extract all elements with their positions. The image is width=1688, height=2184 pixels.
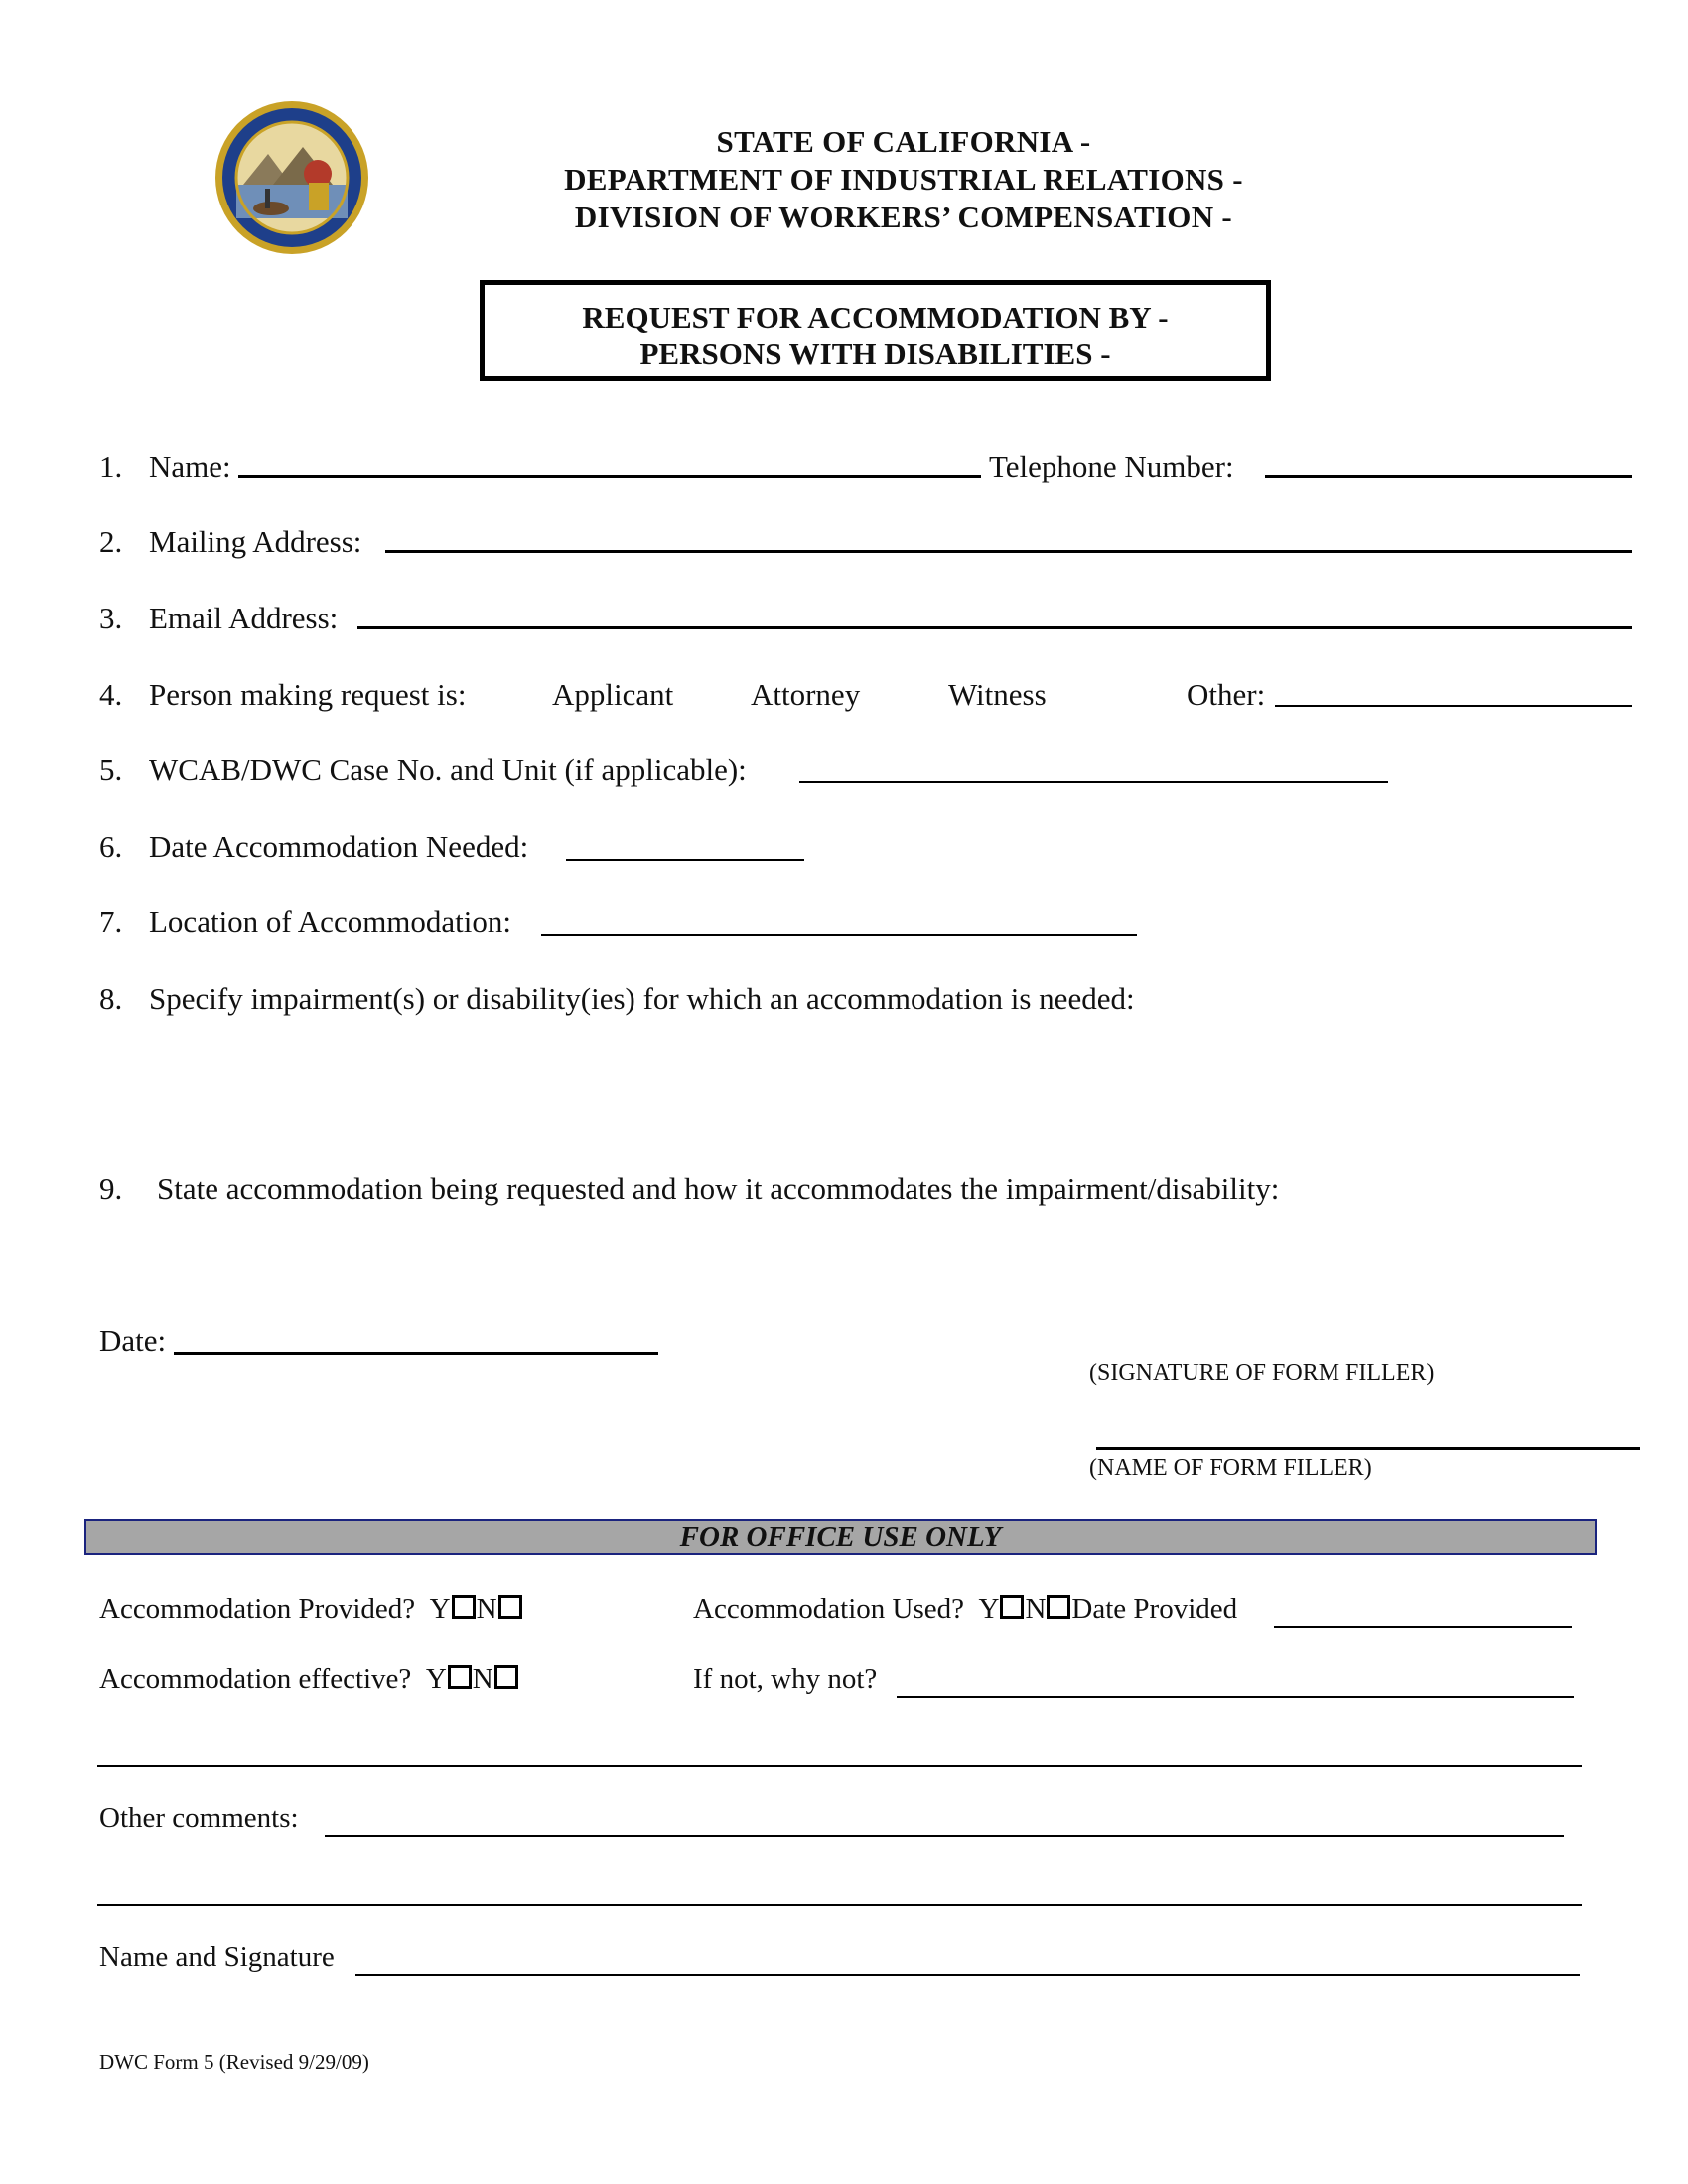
other-field[interactable] <box>1275 705 1632 707</box>
office-use-header: FOR OFFICE USE ONLY <box>84 1519 1597 1555</box>
used-yes-checkbox[interactable] <box>1000 1595 1024 1619</box>
date-field[interactable] <box>174 1352 658 1355</box>
mailing-address-field[interactable] <box>385 550 1632 553</box>
item-2-number: 2. <box>99 524 123 559</box>
state-seal-logo <box>213 99 370 256</box>
provided-yes-label: Y <box>429 1593 451 1625</box>
effective-yes-checkbox[interactable] <box>448 1665 472 1689</box>
date-label: Date: <box>99 1323 167 1358</box>
option-applicant[interactable]: Applicant <box>552 677 674 712</box>
email-label: Email Address: <box>149 601 339 635</box>
accommodation-used-label: Accommodation Used? <box>693 1593 965 1625</box>
telephone-label: Telephone Number: <box>989 449 1234 483</box>
name-of-filler-caption: (NAME OF FORM FILLER) <box>1089 1455 1372 1481</box>
state-accommodation-label: State accommodation being requested and how it accommodates the impairment/disability: <box>157 1171 1280 1206</box>
person-making-request-label: Person making request is: <box>149 677 467 712</box>
date-provided-field[interactable] <box>1274 1626 1572 1628</box>
name-field[interactable] <box>238 475 981 478</box>
used-no-label: N <box>1025 1593 1047 1625</box>
item-8-number: 8. <box>99 981 123 1016</box>
other-comments-label: Other comments: <box>99 1802 299 1834</box>
option-other-label: Other: <box>1187 677 1266 712</box>
provided-yes-checkbox[interactable] <box>452 1595 476 1619</box>
accommodation-provided-row <box>99 1593 523 1626</box>
effective-no-label: N <box>472 1663 493 1695</box>
email-field[interactable] <box>357 626 1632 629</box>
case-number-field[interactable] <box>799 781 1388 783</box>
accommodation-effective-label: Accommodation effective? <box>99 1663 412 1695</box>
option-witness[interactable]: Witness <box>948 677 1047 712</box>
provided-no-label: N <box>476 1593 497 1625</box>
used-yes-label: Y <box>978 1593 1000 1625</box>
why-not-field[interactable] <box>897 1696 1574 1698</box>
used-no-checkbox[interactable] <box>1047 1595 1070 1619</box>
impairment-label: Specify impairment(s) or disability(ies) for which an accommodation is needed: <box>149 981 1135 1016</box>
impairment-answer-area[interactable] <box>149 1027 1628 1157</box>
item-3-number: 3. <box>99 601 123 635</box>
state-accommodation-answer-area[interactable] <box>149 1216 1628 1315</box>
other-comments-field[interactable] <box>325 1835 1564 1837</box>
provided-no-checkbox[interactable] <box>498 1595 522 1619</box>
form-id-footer: DWC Form 5 (Revised 9/29/09) <box>99 2050 369 2074</box>
item-7-number: 7. <box>99 904 123 939</box>
accommodation-used-row <box>693 1593 1237 1626</box>
agency-header <box>437 123 1370 236</box>
date-needed-label: Date Accommodation Needed: <box>149 829 529 864</box>
accommodation-effective-row <box>99 1663 519 1696</box>
other-comments-continuation-line[interactable] <box>97 1904 1582 1906</box>
header-line-division: DIVISION OF WORKERS’ COMPENSATION - <box>574 200 1233 234</box>
effective-no-checkbox[interactable] <box>494 1665 518 1689</box>
why-not-continuation-line[interactable] <box>97 1765 1582 1767</box>
form-title-box <box>480 280 1271 381</box>
location-label: Location of Accommodation: <box>149 904 512 939</box>
telephone-field[interactable] <box>1265 475 1632 478</box>
item-4-number: 4. <box>99 677 123 712</box>
mailing-address-label: Mailing Address: <box>149 524 362 559</box>
signature-caption: (SIGNATURE OF FORM FILLER) <box>1089 1360 1435 1386</box>
item-9-number: 9. <box>99 1171 123 1206</box>
name-and-signature-label: Name and Signature <box>99 1941 335 1973</box>
signature-field[interactable] <box>1092 1395 1636 1449</box>
header-line-department: DEPARTMENT OF INDUSTRIAL RELATIONS - <box>564 162 1243 197</box>
item-5-number: 5. <box>99 752 123 787</box>
name-and-signature-field[interactable] <box>355 1974 1580 1976</box>
date-provided-label: Date Provided <box>1071 1593 1238 1625</box>
form-title-line1: REQUEST FOR ACCOMMODATION BY - <box>582 300 1169 335</box>
item-1-number: 1. <box>99 449 123 483</box>
accommodation-provided-label: Accommodation Provided? <box>99 1593 416 1625</box>
effective-yes-label: Y <box>425 1663 447 1695</box>
why-not-label: If not, why not? <box>693 1663 878 1695</box>
item-6-number: 6. <box>99 829 123 864</box>
name-label: Name: <box>149 449 231 483</box>
case-number-label: WCAB/DWC Case No. and Unit (if applicable): <box>149 752 747 787</box>
date-needed-field[interactable] <box>566 859 804 861</box>
form-title-line2: PERSONS WITH DISABILITIES - <box>639 337 1111 371</box>
header-line-state: STATE OF CALIFORNIA - <box>716 124 1091 159</box>
option-attorney[interactable]: Attorney <box>751 677 861 712</box>
name-of-filler-field[interactable] <box>1096 1447 1640 1450</box>
location-field[interactable] <box>541 934 1137 936</box>
